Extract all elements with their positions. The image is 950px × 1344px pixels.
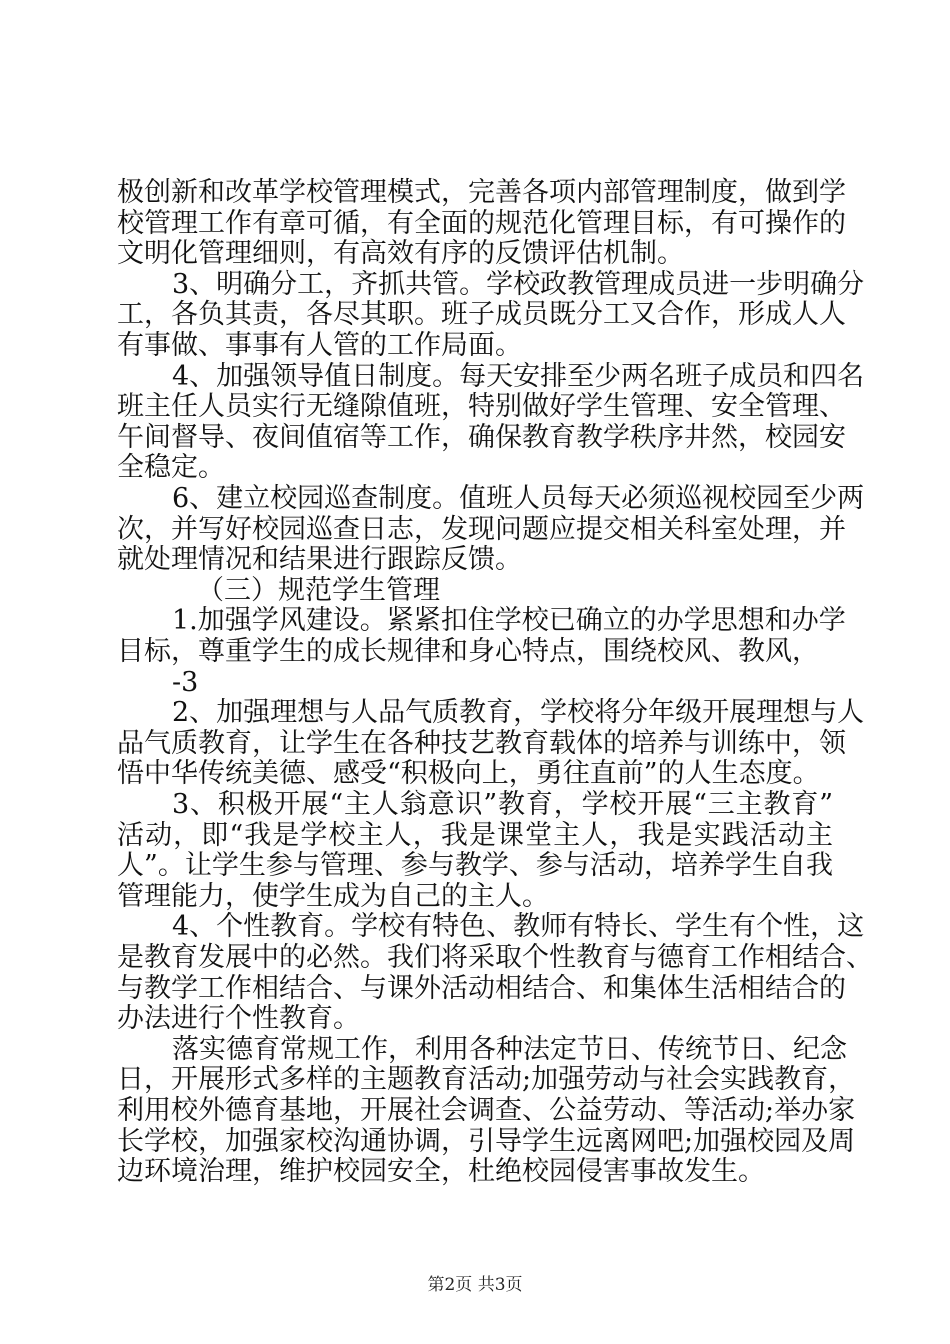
text-line: 3、积极开展“主人翁意识”教育，学校开展“三主教育” — [172, 789, 833, 820]
text-line: 3、明确分工，齐抓共管。学校政教管理成员进一步明确分 — [172, 268, 865, 300]
text-line: 1.加强学风建设。紧紧扣住学校已确立的办学思想和办学 — [172, 605, 846, 637]
text-line: 极创新和改革学校管理模式，完善各项内部管理制度，做到学 — [117, 177, 846, 208]
text-line: 次，并写好校园巡查日志，发现问题应提交相关科室处理，并 — [117, 513, 846, 545]
text-line: 长学校，加强家校沟通协调，引导学生远离网吧;加强校园及周 — [117, 1125, 856, 1157]
section-heading: （三）规范学生管理 — [197, 574, 440, 606]
text-line: 6、建立校园巡查制度。值班人员每天必须巡视校园至少两 — [172, 483, 865, 514]
text-line: 目标，尊重学生的成长规律和身心特点，围绕校风、教风， — [117, 636, 819, 667]
text-line: 校管理工作有章可循，有全面的规范化管理目标，有可操作的 — [117, 207, 846, 239]
text-line: 是教育发展中的必然。我们将采取个性教育与德育工作相结合、 — [117, 942, 873, 973]
text-line: 人”。让学生参与管理、参与教学、参与活动，培养学生自我 — [117, 850, 833, 882]
text-line: 品气质教育，让学生在各种技艺教育载体的培养与训练中，领 — [117, 727, 846, 759]
text-line: 全稳定。 — [117, 452, 225, 484]
text-line: 办法进行个性教育。 — [117, 1003, 360, 1035]
text-line: 就处理情况和结果进行跟踪反馈。 — [117, 544, 522, 576]
text-line: 活动，即“我是学校主人，我是课堂主人，我是实践活动主 — [117, 819, 833, 851]
text-line: 工，各负其责，各尽其职。班子成员既分工又合作，形成人人 — [117, 299, 846, 331]
text-line: 落实德育常规工作，利用各种法定节日、传统节日、纪念 — [172, 1033, 847, 1065]
text-line: 悟中华传统美德、感受“积极向上，勇往直前”的人生态度。 — [117, 758, 820, 790]
text-line: 午间督导、夜间值宿等工作，确保教育教学秩序井然，校园安 — [117, 421, 846, 453]
text-line: 利用校外德育基地，开展社会调查、公益劳动、等活动;举办家 — [117, 1095, 856, 1126]
page-footer: 第2页 共3页 — [427, 1275, 523, 1295]
text-line: 与教学工作相结合、与课外活动相结合、和集体生活相结合的 — [117, 972, 846, 1004]
text-line: 4、加强领导值日制度。每天安排至少两名班子成员和四名 — [172, 360, 865, 392]
text-line: 有事做、事事有人管的工作局面。 — [117, 330, 522, 361]
text-line: 管理能力，使学生成为自己的主人。 — [117, 880, 549, 912]
text-line: 4、个性教育。学校有特色、教师有特长、学生有个性，这 — [172, 911, 865, 943]
text-line: 文明化管理细则，有高效有序的反馈评估机制。 — [117, 238, 684, 270]
page-fragment-marker: -3 — [172, 666, 199, 698]
text-line: 班主任人员实行无缝隙值班，特别做好学生管理、安全管理、 — [117, 391, 846, 423]
text-line: 2、加强理想与人品气质教育，学校将分年级开展理想与人 — [172, 697, 865, 729]
text-line: 日，开展形式多样的主题教育活动;加强劳动与社会实践教育， — [117, 1064, 856, 1096]
text-line: 边环境治理，维护校园安全，杜绝校园侵害事故发生。 — [117, 1156, 765, 1188]
